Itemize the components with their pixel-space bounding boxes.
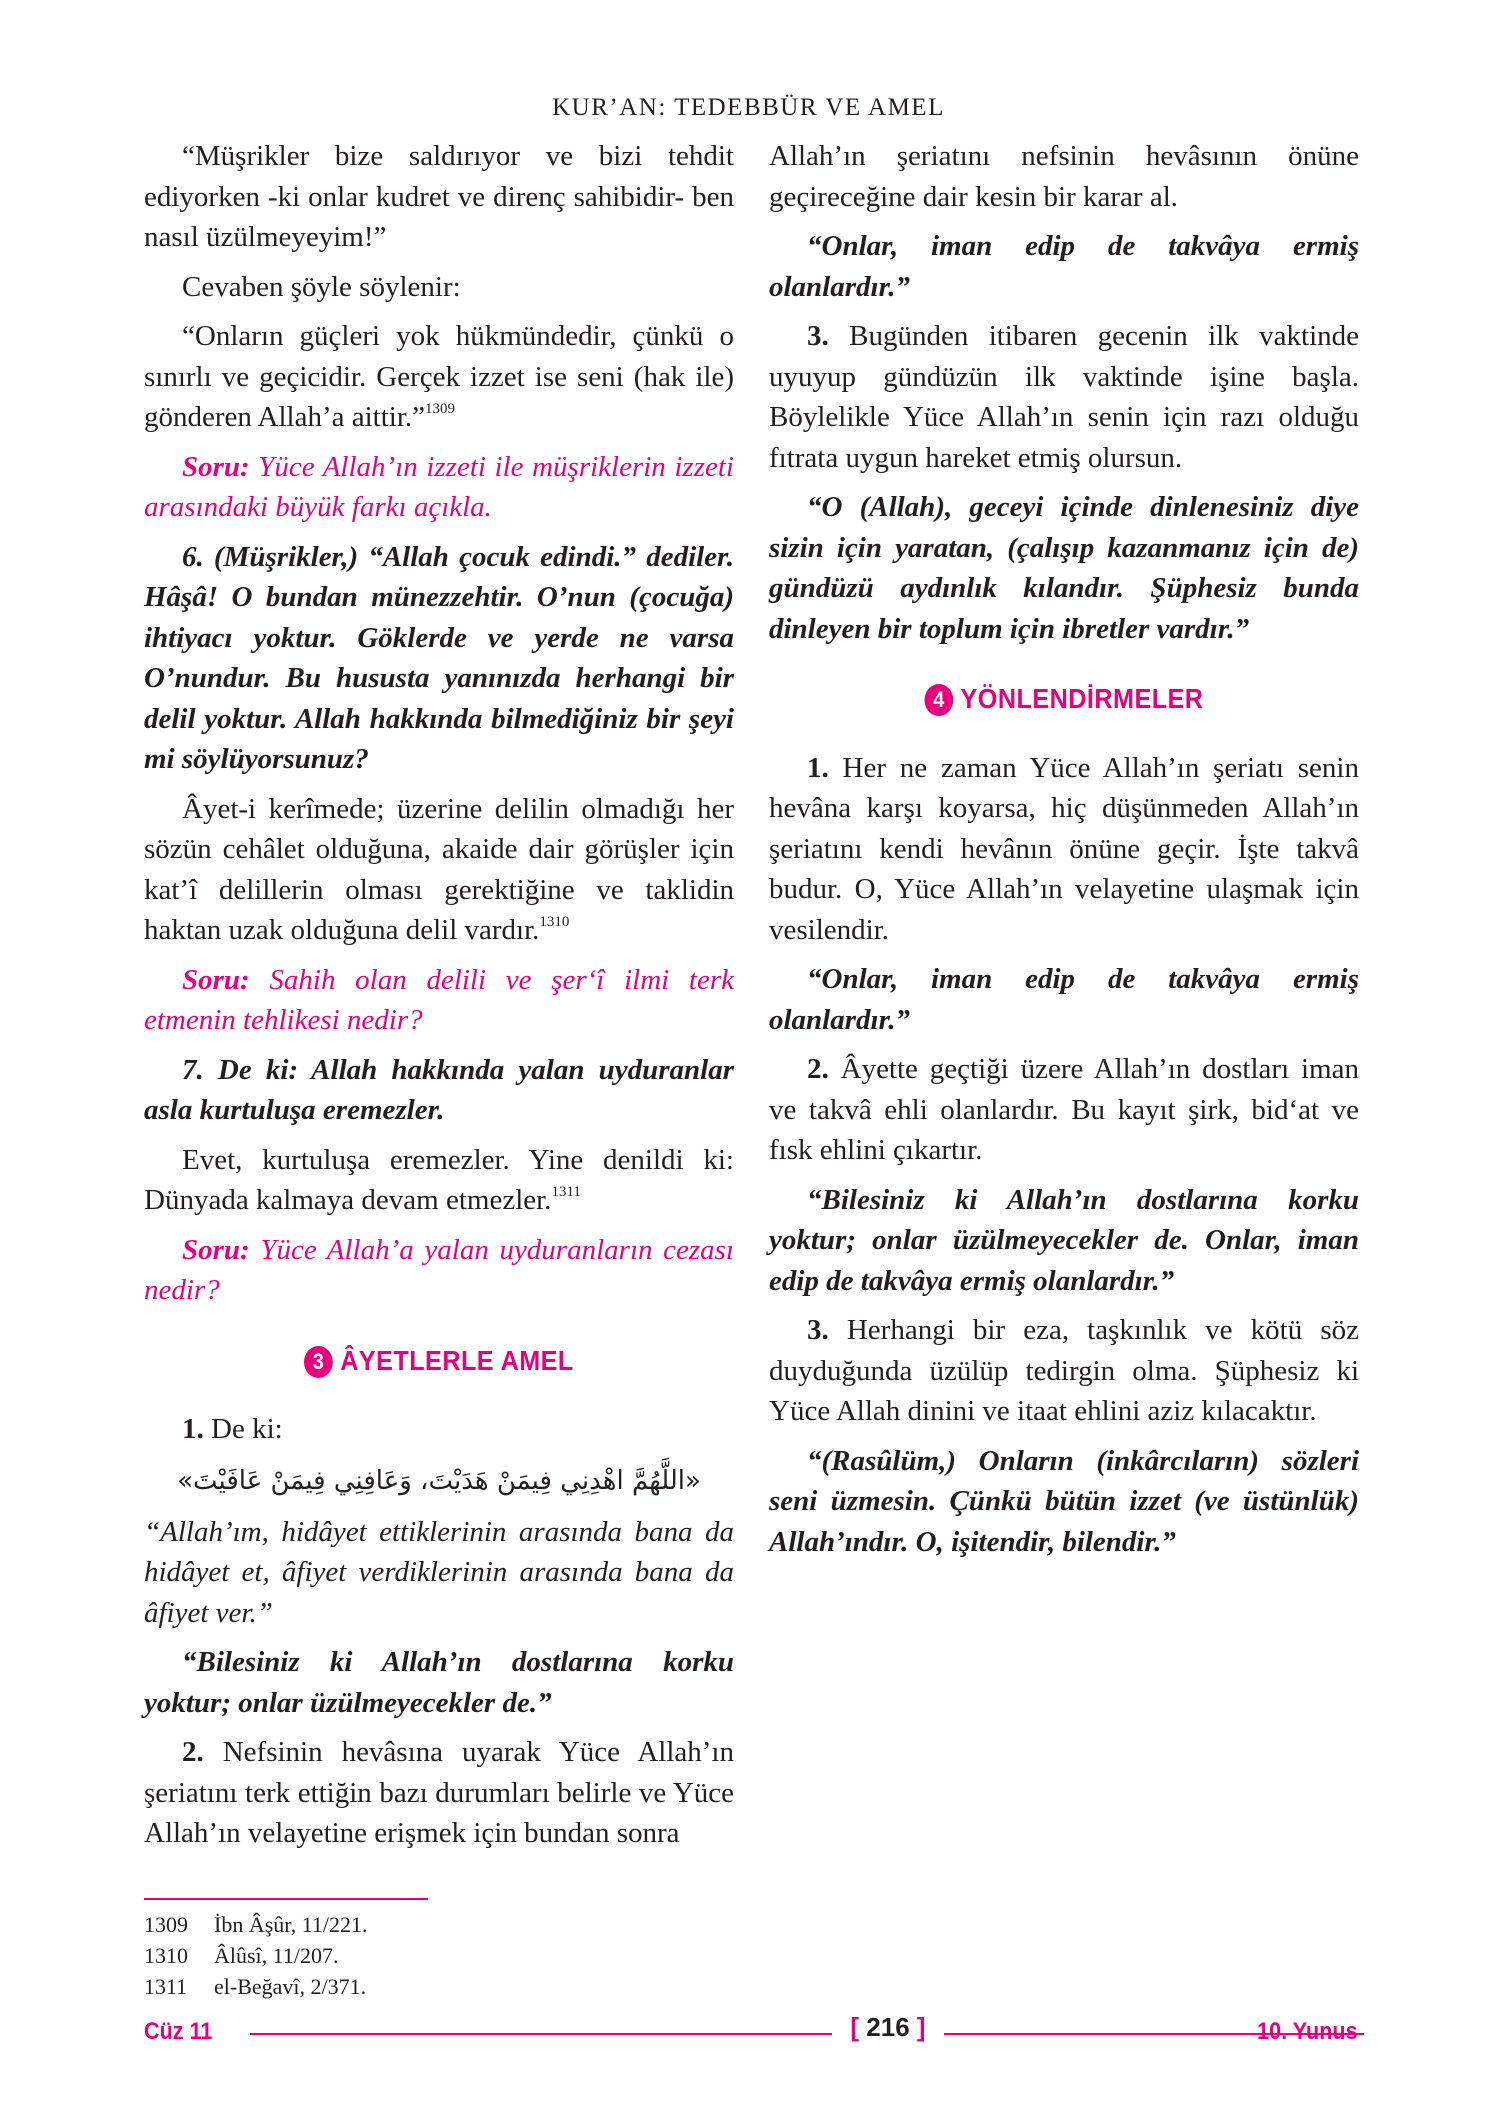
- paragraph: Cevaben şöyle söylenir:: [182, 270, 461, 303]
- paragraph: 2. Âyette geçtiği üzere Allah’ın dostları iman ve takvâ ehli olanlardır. Bu kayıt şirk, bid‘at ve fısk ehlini çıkartır.: [769, 1053, 1359, 1166]
- running-title: KUR’AN: TEDEBBÜR VE AMEL: [552, 94, 945, 121]
- ayah-quote: “O (Allah), geceyi içinde dinlenesiniz diye sizin için yaratan, (çalışıp kazanmanız için de) gündüzü aydınlık kılandır. Şüphesiz bunda dinleyen bir toplum için ibretler vardır.”: [769, 491, 1359, 645]
- surah-label: 10. Yunus: [1257, 2018, 1358, 2045]
- verse-7: 7. De ki: Allah hakkında yalan uyduranlar asla kurtuluşa eremezler.: [144, 1053, 734, 1126]
- paragraph: 1. Her ne zaman Yüce Allah’ın şeriatı senin hevâna karşı koyarsa, hiç düşünmeden Allah’ın şeriatını kendi hevânın önüne geçir. İşte takvâ budur. O, Yüce Allah’ın velayetine ulaşmak için vesilendir.: [769, 751, 1359, 946]
- paragraph: 1. De ki:: [182, 1413, 283, 1445]
- page-footer: [144, 2012, 1358, 2052]
- section-number-badge: 4: [925, 684, 954, 716]
- footnote: 1311 el-Beğavî, 2/371.: [144, 1974, 367, 1999]
- right-column: [769, 136, 1359, 1571]
- paragraph: Âyet-i kerîmede; üzerine delilin olmadığı her sözün cehâlet olduğuna, akaide dair görüşler için kat’î delillerin olması gerektiğine ve taklidin haktan uzak olduğuna delil vardır.$^{1310}$: [144, 792, 734, 946]
- paragraph: 3. Bugünden itibaren gecenin ilk vaktinde uyuyup gündüzün ilk vaktinde işine başla. Böylelikle Yüce Allah’ın senin için razı olduğu fıtrata uygun hareket etmiş olursun.: [769, 320, 1359, 474]
- paragraph: Evet, kurtuluşa eremezler. Yine denildi ki: Dünyada kalmaya devam etmezler.$^{1311}$: [144, 1143, 734, 1216]
- verse-6: 6. (Müşrikler,) “Allah çocuk edindi.” dediler. Hâşâ! O bundan münezzehtir. O’nun (çocuğa) ihtiyacı yoktur. Göklerde ve yerde ne varsa O’nundur. Bu hususta yanınızda herhangi bir delil yoktur. Allah hakkında bilmediğiniz bir şeyi mi söylüyorsunuz?: [144, 540, 734, 775]
- section-heading-ayetlerle-amel: 3 ÂYETLERLE AMEL: [174, 1341, 705, 1382]
- question-label: Soru:: [182, 1233, 250, 1266]
- ayah-quote: “Bilesiniz ki Allah’ın dostlarına korku yoktur; onlar üzülmeyecekler de.”: [144, 1646, 734, 1719]
- question: Soru: Yüce Allah’ın izzeti ile müşriklerin izzeti arasındaki büyük farkı açıkla.: [144, 450, 734, 523]
- footnote: 1310 Âlûsî, 11/207.: [144, 1943, 339, 1968]
- footnotes: [144, 1909, 744, 2002]
- footnote-ref[interactable]: 1310: [539, 914, 570, 930]
- question: Soru: Sahih olan delili ve şer‘î ilmi terk etmenin tehlikesi nedir?: [144, 963, 734, 1036]
- footnote: 1309 İbn Âşûr, 11/221.: [144, 1912, 368, 1937]
- footer-rule: [250, 2033, 832, 2035]
- question: Soru: Yüce Allah’a yalan uyduranların cezası nedir?: [144, 1233, 734, 1306]
- footnote-ref[interactable]: 1309: [425, 401, 456, 417]
- footnote-divider: [144, 1898, 428, 1900]
- juz-label: Cüz 11: [144, 2018, 213, 2045]
- ayah-quote: “Bilesiniz ki Allah’ın dostlarına korku yoktur; onlar üzülmeyecekler de. Onlar, iman edip de takvâya ermiş olanlardır.”: [769, 1183, 1359, 1297]
- page-number: [ 216 ]: [850, 2012, 926, 2042]
- left-column: [144, 136, 734, 1863]
- question-label: Soru:: [182, 450, 250, 483]
- ayah-quote: “Onlar, iman edip de takvâya ermiş olanlardır.”: [769, 230, 1359, 303]
- section-heading-yonlendirmeler: 4 YÖNLENDİRMELER: [799, 679, 1330, 720]
- paragraph: “Müşrikler bize saldırıyor ve bizi tehdit ediyorken -ki onlar kudret ve direnç sahibidir- ben nasıl üzülmeyeyim!”: [144, 140, 734, 253]
- footnote-ref[interactable]: 1311: [551, 1184, 581, 1200]
- arabic-prayer: «اللَّهُمَّ اهْدِنِي فِيمَنْ هَدَيْتَ، وَعَافِنِي فِيمَنْ عَافَيْتَ»: [177, 1465, 701, 1496]
- paragraph: “Onların güçleri yok hükmündedir, çünkü o sınırlı ve geçicidir. Gerçek izzet ise seni (hak ile) gönderen Allah’a aittir.”$^{1309}$: [144, 320, 734, 433]
- paragraph: Allah’ın şeriatını nefsinin hevâsının önüne geçireceğine dair kesin bir karar al.: [769, 140, 1359, 213]
- ayah-quote: “(Rasûlüm,) Onların (inkârcıların) sözleri seni üzmesin. Çünkü bütün izzet (ve üstünlük) Allah’ındır. O, işitendir, bilendir.”: [769, 1444, 1359, 1558]
- paragraph: 3. Herhangi bir eza, taşkınlık ve kötü söz duyduğunda üzülüp tedirgin olma. Şüphesiz ki Yüce Allah dinini ve itaat ehlini aziz kılacaktır.: [769, 1314, 1359, 1427]
- paragraph: 2. Nefsinin hevâsına uyarak Yüce Allah’ın şeriatını terk ettiğin bazı durumları belirle ve Yüce Allah’ın velayetine erişmek için bundan sonra: [144, 1736, 734, 1849]
- prayer-translation: “Allah’ım, hidâyet ettiklerinin arasında bana da hidâyet et, âfiyet verdiklerinin arasında bana da âfiyet ver.”: [144, 1515, 734, 1629]
- ayah-quote: “Onlar, iman edip de takvâya ermiş olanlardır.”: [769, 963, 1359, 1036]
- question-label: Soru:: [182, 963, 250, 996]
- section-number-badge: 3: [304, 1346, 333, 1378]
